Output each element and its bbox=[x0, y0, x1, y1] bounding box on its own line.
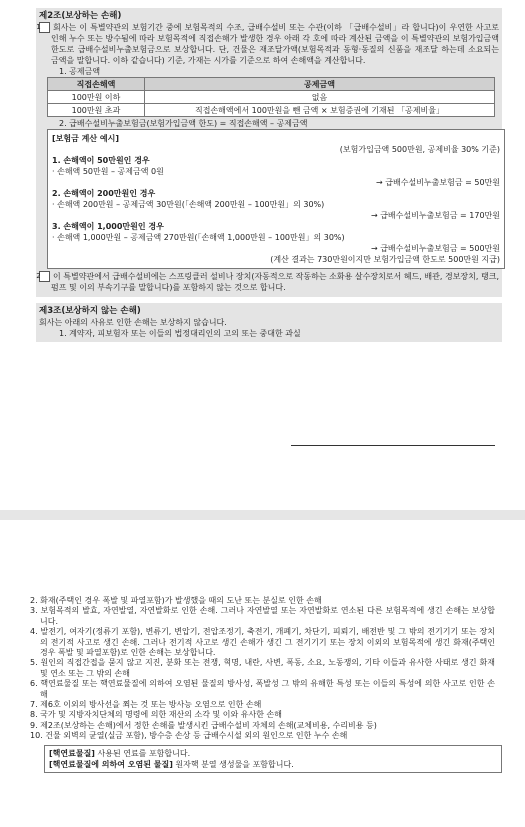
table-header-damage: 직접손해액 bbox=[48, 78, 145, 91]
page-gap bbox=[0, 510, 525, 520]
paragraph-number-1: 1 bbox=[39, 22, 50, 33]
list-item: 7. 제6호 이외의 방사선을 쬐는 것 또는 방사능 오염으로 인한 손해 bbox=[30, 700, 262, 710]
example-3-note: (계산 결과는 730만원이지만 보험가입금액 한도로 500만원 지급) bbox=[270, 255, 500, 264]
definition-box bbox=[44, 745, 502, 773]
table-header-deduction: 공제금액 bbox=[145, 78, 495, 91]
example-1-result: → 급배수설비누출보험금 = 50만원 bbox=[376, 178, 500, 187]
example-3-title: 3. 손해액이 1,000만원인 경우 bbox=[52, 222, 164, 231]
exclusion-list bbox=[0, 596, 525, 742]
table-row bbox=[48, 91, 495, 104]
paragraph-number-2: 2 bbox=[39, 271, 50, 282]
table-row bbox=[48, 104, 495, 117]
footnote-divider bbox=[291, 445, 495, 446]
list-item: 8. 국가 및 지방자치단체의 명령에 의한 재산의 소각 및 이와 유사한 손해 bbox=[30, 710, 282, 720]
example-1-title: 1. 손해액이 50만원인 경우 bbox=[52, 156, 150, 165]
calc-title: [보험금 계산 예시] bbox=[52, 134, 119, 143]
article-3-title: 제3조(보상하지 않는 손해) bbox=[39, 306, 141, 316]
table-cell: 100만원 초과 bbox=[48, 104, 145, 117]
list-item: 6. 핵연료물질 또는 핵연료물질에 의하여 오염된 물질의 방사성, 폭발성 그 밖의 유해한 특성 또는 이들의 특성에 의한 사고로 인한 손해 bbox=[30, 679, 495, 699]
article-3-item-1: 1. 계약자, 피보험자 또는 이들의 법정대리인의 고의 또는 중대한 과실 bbox=[59, 329, 301, 338]
article-2-item-1: 1. 공제금액 bbox=[59, 67, 101, 76]
table-cell: 100만원 이하 bbox=[48, 91, 145, 104]
list-item: 10. 건물 외벽의 균열(실금 포함), 방수층 손상 등 급배수시설 외의 원인으로 인한 누수 손해 bbox=[30, 731, 348, 741]
article-2-paragraph-1: 1 회사는 이 특별약관의 보험기간 중에 보험목적의 수조, 급배수설비 또는 수관(이하 「급배수설비」라 합니다)이 우연한 사고로 인해 누수 또는 방수됨에 따라 보험목적에 직접손해가 발생한 경우 아래 각 호에 따라 계산된 금액을 이 특별약관의 보험가입금액 한도로 급배수설비누출보험금으로 보상합니다. 단, 건물은 재조달가액(보험목적과 동형·동질의 신품을 재조달 하는데 소요되는 금액을 말합니다. 이하 같습니다) 기준, 가재는 시가를 기준으로 하여 손해액을 계산합니다. bbox=[36, 23, 499, 65]
example-3-result: → 급배수설비누출보험금 = 500만원 bbox=[370, 244, 500, 253]
article-2-item-2: 2. 급배수설비누출보험금(보험가입금액 한도) = 직접손해액 – 공제금액 bbox=[59, 119, 308, 128]
article-2-paragraph-2: 2 이 특별약관에서 급배수설비에는 스프링클러 설비나 장치(자동적으로 작동하는 소화용 살수장치로서 헤드, 배관, 경보장치, 탱크, 펌프 및 이의 부속기구를 말합니다)를 포함하지 않는 것으로 합니다. bbox=[36, 272, 499, 292]
article-2-title: 제2조(보상하는 손해) bbox=[39, 11, 122, 21]
page-1 bbox=[0, 8, 525, 342]
deduction-table bbox=[47, 77, 495, 117]
table-cell: 없음 bbox=[145, 91, 495, 104]
example-3-line: · 손해액 1,000만원 – 공제금액 270만원(「손해액 1,000만원 – 100만원」의 30%) bbox=[52, 233, 345, 242]
page-2 bbox=[0, 596, 525, 773]
article-2-block bbox=[36, 8, 502, 297]
example-2-title: 2. 손해액이 200만원인 경우 bbox=[52, 189, 156, 198]
list-item: 4. 발전기, 여자기(정류기 포함), 변류기, 변압기, 전압조정기, 축전기, 개폐기, 차단기, 피뢰기, 배전반 및 그 밖의 전기기기 또는 장치의 전기적 사고로 생긴 손해. 그러나 전기적 사고로 생긴 손해가 생긴 그 전기기기 또는 장치 이외의 보험목적에 생긴 화재(주택인 경우 폭발 및 파열포함)로 인한 손해는 보상합니다. bbox=[30, 627, 495, 658]
list-item: 9. 제2조(보상하는 손해)에서 정한 손해를 발생시킨 급배수설비 자체의 손해(교체비용, 수리비용 등) bbox=[30, 720, 377, 730]
list-item: 5. 원인의 직접간접을 묻지 않고 지진, 분화 또는 전쟁, 혁명, 내란, 사변, 폭동, 소요, 노동쟁의, 기타 이들과 유사한 사태로 생긴 화재 및 연소 또는 그 밖의 손해 bbox=[30, 658, 495, 678]
list-item: 2. 화재(주택인 경우 폭발 및 파열포함)가 발생했을 때의 도난 또는 분실로 인한 손해 bbox=[30, 596, 322, 605]
list-item: 3. 보험목적의 발효, 자연발열, 자연발화로 인한 손해. 그러나 자연발열 또는 자연발화로 연소된 다른 보험목적에 생긴 손해는 보상합니다. bbox=[30, 606, 495, 626]
example-1-line: · 손해액 50만원 – 공제금액 0원 bbox=[52, 167, 164, 176]
article-3-block bbox=[36, 303, 502, 342]
example-2-result: → 급배수설비누출보험금 = 170만원 bbox=[370, 211, 500, 220]
definition-1: [핵연료물질] 사용된 연료를 포함합니다. bbox=[49, 748, 191, 758]
article-3-intro: 회사는 아래의 사유로 인한 손해는 보상하지 않습니다. bbox=[39, 318, 227, 327]
example-2-line: · 손해액 200만원 – 공제금액 30만원(「손해액 200만원 – 100만원」의 30%) bbox=[52, 200, 325, 209]
table-cell: 직접손해액에서 100만원을 뺀 금액 × 보험증권에 기재된 「공제비율」 bbox=[145, 104, 495, 117]
calculation-example-box bbox=[47, 129, 505, 269]
definition-2: [핵연료물질에 의하여 오염된 물질] 원자핵 분열 생성물을 포함합니다. bbox=[49, 759, 294, 769]
calc-basis: (보험가입금액 500만원, 공제비율 30% 기준) bbox=[339, 145, 500, 154]
